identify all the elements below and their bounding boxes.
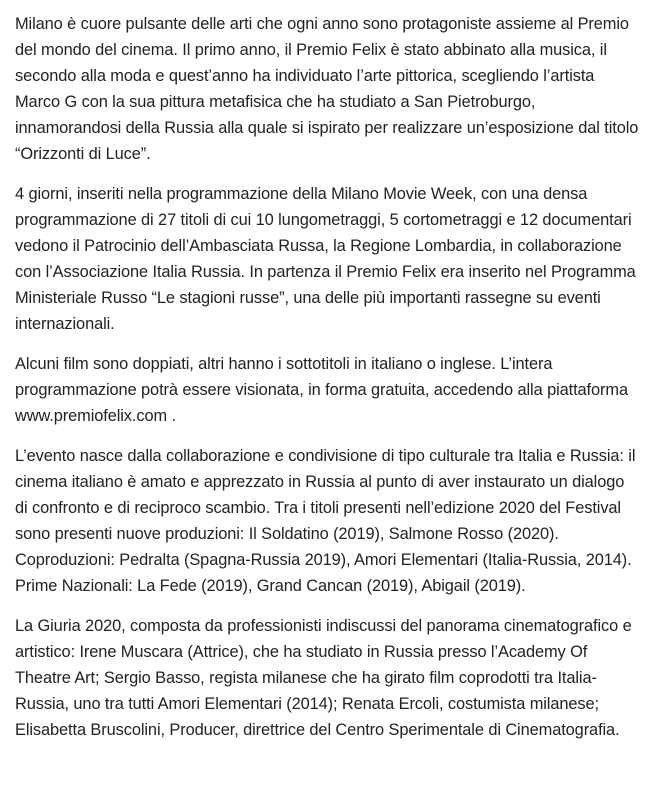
paragraph-event-origin: L’evento nasce dalla collaborazione e condivisione di tipo culturale tra Italia e Russia: il cinema italiano è amato e apprezzato in Russia al punto di aver instaurato un dialogo di confronto e di reciproco scambio. Tra i titoli presenti nell’edizione 2020 del Festival sono presenti nuove produzioni: Il Soldatino (2019), Salmone Rosso (2020). Coproduzioni: Pedralta (Spagna-Russia 2019), Amori Elementari (Italia-Russia, 2014). Prime Nazionali: La Fede (2019), Grand Cancan (2019), Abigail (2019). bbox=[15, 447, 636, 595]
paragraph-jury: La Giuria 2020, composta da professionisti indiscussi del panorama cinematografico e artistico: Irene Muscara (Attrice), che ha studiato in Russia presso l’Academy Of Theatre Art; Sergio Basso, regista milanese che ha girato film coprodotti tra Italia-Russia, uno tra tutti Amori Elementari (2014); Renata Ercoli, costumista milanese; Elisabetta Bruscolini, Producer, direttrice del Centro Sperimentale di Cinematografia. bbox=[15, 617, 632, 739]
paragraph-intro: Milano è cuore pulsante delle arti che ogni anno sono protagoniste assieme al Premio del mondo del cinema. Il primo anno, il Premio Felix è stato abbinato alla musica, il secondo alla moda e quest’anno ha individuato l’arte pittorica, scegliendo l’artista Marco G con la sua pittura metafisica che ha studiato a San Pietroburgo, innamorandosi della Russia alla quale si ispirato per realizzare un’esposizione dal titolo “Orizzonti di Luce”. bbox=[15, 15, 639, 163]
paragraph-access: Alcuni film sono doppiati, altri hanno i sottotitoli in italiano o inglese. L’intera programmazione potrà essere visionata, in forma gratuita, accedendo alla piattaforma www.premiofelix.com . bbox=[15, 355, 628, 425]
paragraph-programme: 4 giorni, inseriti nella programmazione della Milano Movie Week, con una densa programmazione di 27 titoli di cui 10 lungometraggi, 5 cortometraggi e 12 documentari vedono il Patrocinio dell’Ambasciata Russa, la Regione Lombardia, in collaborazione con l’Associazione Italia Russia. In partenza il Premio Felix era inserito nel Programma Ministeriale Russo “Le stagioni russe”, una delle più importanti rassegne su eventi internazionali. bbox=[15, 185, 636, 333]
